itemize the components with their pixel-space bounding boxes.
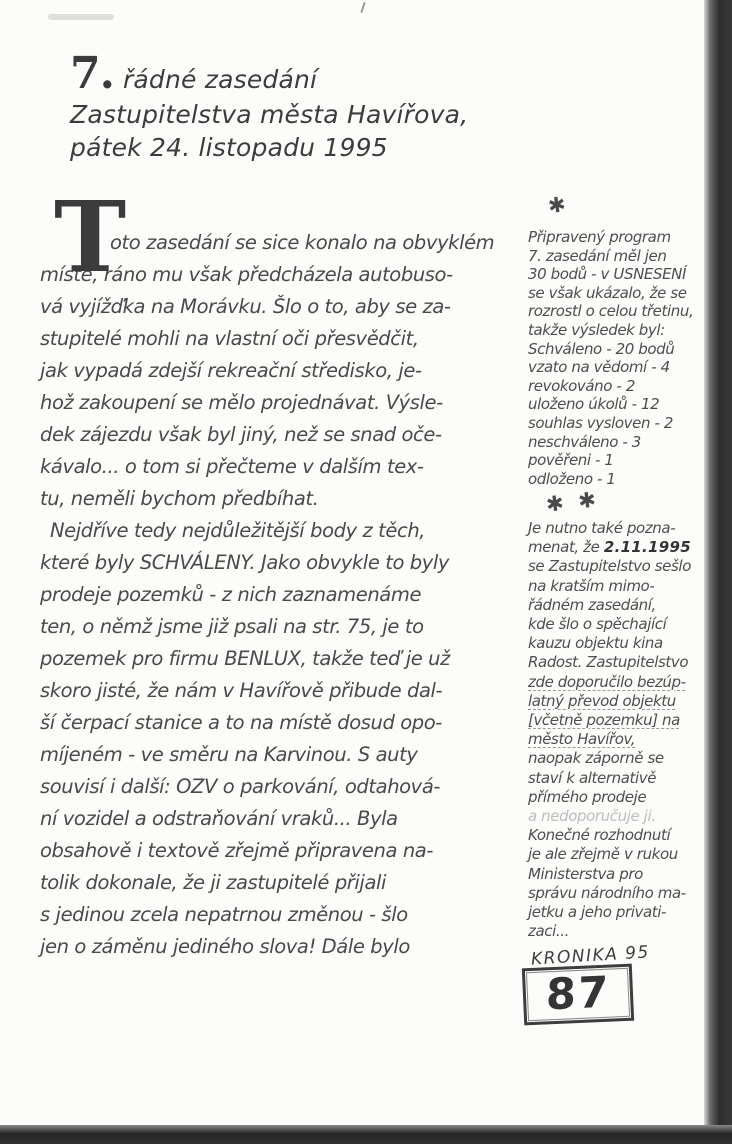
- text-line: správu národního ma-: [528, 883, 686, 902]
- scan-tick-mark: [360, 2, 365, 13]
- text-line: jak vypadá zdejší rekreační středisko, je-: [40, 359, 422, 382]
- text-line: odloženo - 1: [528, 469, 616, 488]
- double-asterisk-icon: ✱ ✱: [544, 487, 601, 517]
- text-line: Připravený program: [528, 228, 671, 246]
- page-number: 87: [545, 967, 611, 1021]
- text-line: oto zasedání se sice konalo na obvyklém: [110, 231, 495, 254]
- text-line: ten, o němž jsme již psali na str. 75, je to: [40, 615, 424, 638]
- text-line: neschváleno - 3: [528, 432, 641, 451]
- text-line: je ale zřejmě v rukou: [528, 845, 678, 864]
- text-line: město Havířov,: [528, 730, 636, 749]
- text-line: a nedoporučuje ji.: [528, 807, 656, 826]
- text-line: 7. zasedání měl jen: [528, 246, 667, 265]
- text-line: Ministerstva pro: [528, 864, 643, 883]
- text-line: pozemek pro firmu BENLUX, takže teď je už: [40, 647, 450, 670]
- text-line: skoro jisté, že nám v Havířově přibude dal-: [40, 679, 443, 702]
- text-line: takže výsledek byl:: [528, 320, 665, 339]
- text-line: se však ukázalo, že se: [528, 283, 687, 302]
- text-line: které byly SCHVÁLENY. Jako obvykle to byly: [40, 551, 450, 574]
- text-line: vá vyjížďka na Morávku. Šlo o to, aby se za-: [40, 295, 451, 318]
- heading-line-1: [70, 48, 468, 99]
- text-line: Radost. Zastupitelstvo: [528, 653, 689, 672]
- text-line: jetku a jeho privati-: [528, 903, 667, 922]
- text-line: na kratším mimo-: [528, 576, 655, 595]
- text-line: 30 bodů - v USNESENÍ: [528, 265, 687, 284]
- margin-note-agenda-tally: [528, 228, 708, 488]
- text-line: tolik dokonale, že ji zastupitelé přijali: [40, 871, 387, 894]
- text-line: kde šlo o spěchající: [528, 615, 667, 634]
- text-line: revokováno - 2: [528, 376, 635, 395]
- text-line: dek zájezdu však byl jiný, než se snad oče-: [40, 423, 442, 446]
- main-text: [40, 180, 542, 963]
- text-line: míjeném - ve směru na Karvinou. S auty: [40, 743, 418, 766]
- heading-date: pátek 24. listopadu 1995: [70, 133, 388, 162]
- text-line: menat, že 2.11.1995: [528, 538, 691, 557]
- page-number-stamp: [522, 964, 634, 1026]
- text-line: obsahově i textově zřejmě připravena na-: [40, 839, 433, 862]
- text-line: latný převod objektu: [528, 691, 676, 710]
- heading-line-2: Zastupitelstva města Havířova,: [70, 100, 469, 129]
- text-line: rozrostl o celou třetinu,: [528, 302, 694, 321]
- text-line: přímého prodeje: [528, 787, 647, 806]
- text-line: Je nutno také pozna-: [528, 519, 676, 537]
- scan-edge-right: [704, 0, 732, 1144]
- text-line: prodeje pozemků - z nich zaznamenáme: [40, 583, 422, 606]
- text-line: zaci...: [528, 922, 569, 941]
- drop-cap: T: [54, 180, 127, 294]
- text-line: se Zastupitelstvo sešlo: [528, 557, 691, 576]
- text-line: Schváleno - 20 bodů: [528, 339, 675, 358]
- text-line: tu, neměli bychom předbíhat.: [40, 487, 319, 510]
- text-line: uloženo úkolů - 12: [528, 395, 660, 414]
- text-line: jen o záměnu jediného slova! Dále bylo: [40, 935, 410, 958]
- text-line: souhlas vysloven - 2: [528, 413, 673, 432]
- scan-smudge: [48, 14, 114, 20]
- margin-note-extra-session: [528, 519, 708, 941]
- text-line: pověřeni - 1: [528, 451, 614, 470]
- text-line: ní vozidel a odstraňování vraků... Byla: [40, 807, 398, 830]
- session-number: 7.: [70, 48, 114, 99]
- text-line: místě, ráno mu však předcházela autobuso-: [40, 263, 453, 286]
- page-heading: [70, 48, 469, 164]
- text-line: s jedinou zcela nepatrnou změnou - šlo: [40, 903, 408, 926]
- text-line: staví k alternativě: [528, 768, 657, 787]
- text-line: [včetně pozemku] na: [528, 711, 680, 730]
- asterisk-icon: ✱: [546, 191, 572, 219]
- text-line: kávalo... o tom si přečteme v dalším tex-: [40, 455, 424, 478]
- text-line: ší čerpací stanice a to na místě dosud opo-: [40, 711, 442, 734]
- text-line: zde doporučilo bezúp-: [528, 672, 686, 691]
- text-line: kauzu objektu kina: [528, 634, 663, 653]
- text-line: Konečné rozhodnutí: [528, 826, 671, 845]
- text-line: řádném zasedání,: [528, 595, 656, 614]
- text-line: souvisí i další: OZV o parkování, odtahová-: [40, 775, 441, 798]
- text-line: vzato na vědomí - 4: [528, 358, 670, 377]
- text-line: hož zakoupení se mělo projednávat. Výsle-: [40, 391, 443, 414]
- text-line: Nejdříve tedy nejdůležitější body z těch,: [50, 519, 426, 542]
- session-title: řádné zasedání: [122, 65, 318, 94]
- text-line: stupitelé mohli na vlastní oči přesvědčit,: [40, 327, 419, 350]
- text-line: naopak záporně se: [528, 749, 664, 768]
- scan-edge-bottom: [0, 1125, 732, 1144]
- chronicle-label: KRONIKA 95: [530, 942, 651, 970]
